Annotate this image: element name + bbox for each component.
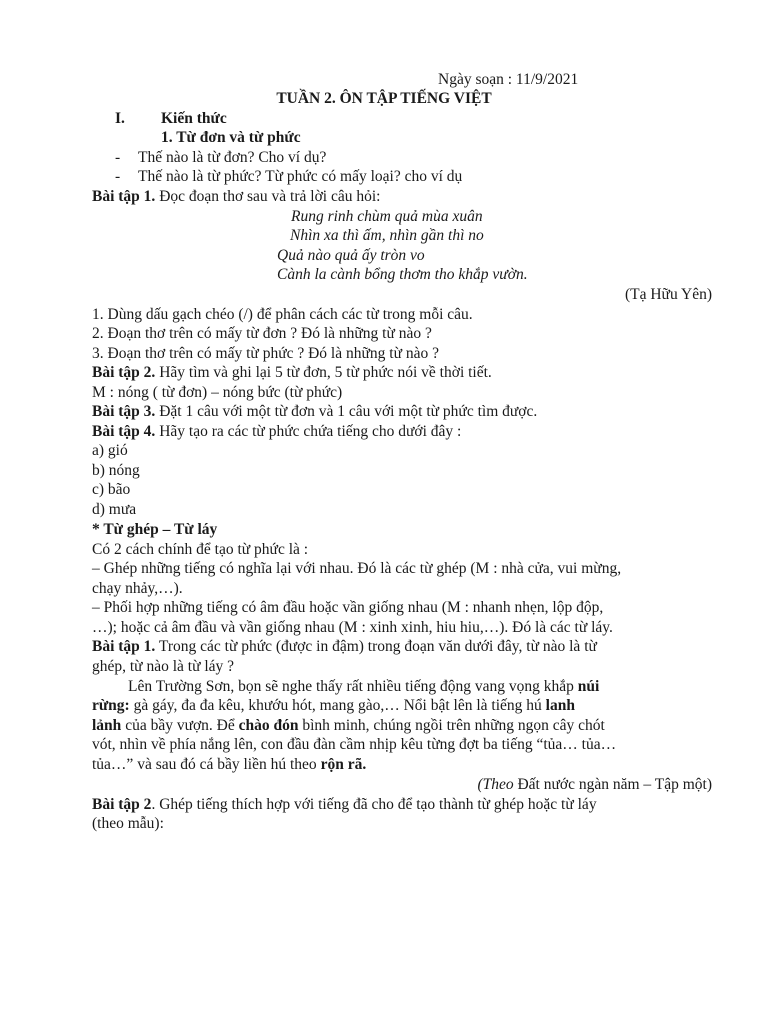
example-line: M : nóng ( từ đơn) – nóng bức (từ phức)	[92, 384, 343, 401]
date-line: Ngày soạn : 11/9/2021	[438, 71, 579, 88]
source-italic: (Theo	[477, 776, 514, 793]
question: 1. Dùng dấu gạch chéo (/) để phân cách các từ trong mỗi câu.	[92, 306, 473, 323]
list-item: a) gió	[92, 442, 128, 459]
source-text: Đất nước ngàn năm – Tập một)	[513, 776, 712, 793]
section-heading: Kiến thức	[161, 110, 227, 127]
passage-line	[92, 696, 575, 716]
exercise-text: Đọc đoạn thơ sau và trả lời câu hỏi:	[155, 188, 381, 205]
bullet-item: Thế nào là từ đơn? Cho ví dụ?	[138, 149, 327, 166]
question: 3. Đoạn thơ trên có mấy từ phức ? Đó là những từ nào ?	[92, 345, 439, 362]
bullet-dash: -	[115, 149, 121, 166]
subheading: 1. Từ đơn và từ phức	[161, 129, 301, 146]
poem-author: (Tạ Hữu Yên)	[624, 286, 712, 303]
paragraph-line: Có 2 cách chính để tạo từ phức là :	[92, 541, 309, 558]
exercise-2	[92, 363, 492, 383]
poem-line: Cành la cành bổng thơm tho khắp vườn.	[277, 266, 528, 283]
passage-line	[92, 755, 366, 775]
passage-text: của bầy vượn. Để	[121, 717, 239, 734]
poem-line: Quả nào quả ấy tròn vo	[277, 247, 425, 264]
exercise-label: Bài tập 1.	[92, 188, 156, 205]
bold-word: lanh	[545, 697, 575, 714]
paragraph-line: ghép, từ nào là từ láy ?	[92, 658, 235, 675]
page-title: TUẦN 2. ÔN TẬP TIẾNG VIỆT	[276, 90, 492, 107]
exercise-text: Trong các từ phức (được in đậm) trong đoạn văn dưới đây, từ nào là từ	[155, 638, 597, 655]
bold-word: chào đón	[238, 717, 299, 734]
exercise-3	[92, 402, 537, 422]
exercise-label: Bài tập 2.	[92, 364, 156, 381]
section-roman-numeral: I.	[115, 110, 125, 127]
exercise-2-1	[92, 637, 597, 657]
poem-line: Rung rinh chùm quả mùa xuân	[291, 208, 483, 225]
paragraph-line: …); hoặc cả âm đầu và vần giống nhau (M : xinh xinh, hiu hiu,…). Đó là các từ láy.	[92, 619, 613, 636]
bullet-item: Thế nào là từ phức? Từ phức có mấy loại? cho ví dụ	[138, 168, 463, 185]
list-item: c) bão	[92, 481, 131, 498]
poem-line: Nhìn xa thì ấm, nhìn gần thì no	[290, 227, 484, 244]
exercise-label: Bài tập 1.	[92, 638, 156, 655]
passage-text: gà gáy, đa đa kêu, khướu hót, mang gào,… Nổi bật lên là tiếng hú	[129, 697, 546, 714]
exercise-2-2	[92, 795, 597, 815]
exercise-text: Hãy tạo ra các từ phức chứa tiếng cho dưới đây :	[155, 423, 462, 440]
bold-word: rừng:	[92, 697, 130, 714]
paragraph-line: – Ghép những tiếng có nghĩa lại với nhau. Đó là các từ ghép (M : nhà cửa, vui mừng,	[92, 560, 622, 577]
paragraph-line: (theo mẫu):	[92, 815, 164, 832]
paragraph-line: chạy nhảy,…).	[92, 580, 183, 597]
bullet-dash: -	[115, 168, 121, 185]
exercise-label: Bài tập 2	[92, 796, 152, 813]
passage-text: tủa…” và sau đó cá bầy liền hú theo	[92, 756, 321, 773]
passage-text: Lên Trường Sơn, bọn sẽ nghe thấy rất nhiều tiếng động vang vọng khắp	[128, 678, 578, 695]
exercise-1	[92, 187, 380, 207]
bold-word: rộn rã.	[320, 756, 367, 773]
exercise-text: Hãy tìm và ghi lại 5 từ đơn, 5 từ phức nói về thời tiết.	[155, 364, 492, 381]
bold-word: lảnh	[92, 717, 122, 734]
question: 2. Đoạn thơ trên có mấy từ đơn ? Đó là những từ nào ?	[92, 325, 432, 342]
passage-line	[128, 677, 599, 697]
exercise-text: Đặt 1 câu với một từ đơn và 1 câu với một từ phức tìm được.	[155, 403, 538, 420]
passage-source	[477, 775, 712, 795]
passage-line: vót, nhìn về phía nắng lên, con đầu đàn cầm nhịp kêu từng đợt ba tiếng “tủa… tủa…	[92, 736, 617, 753]
section-heading: * Từ ghép – Từ láy	[92, 521, 218, 538]
exercise-label: Bài tập 3.	[92, 403, 156, 420]
paragraph-line: – Phối hợp những tiếng có âm đầu hoặc vần giống nhau (M : nhanh nhẹn, lộp độp,	[92, 599, 604, 616]
list-item: b) nóng	[92, 462, 140, 479]
passage-line	[92, 716, 605, 736]
exercise-text: . Ghép tiếng thích hợp với tiếng đã cho để tạo thành từ ghép hoặc từ láy	[151, 796, 597, 813]
passage-text: bình minh, chúng ngồi trên những ngọn cây chót	[298, 717, 605, 734]
list-item: d) mưa	[92, 501, 137, 518]
exercise-label: Bài tập 4.	[92, 423, 156, 440]
exercise-4	[92, 422, 461, 442]
bold-word: núi	[577, 678, 600, 695]
